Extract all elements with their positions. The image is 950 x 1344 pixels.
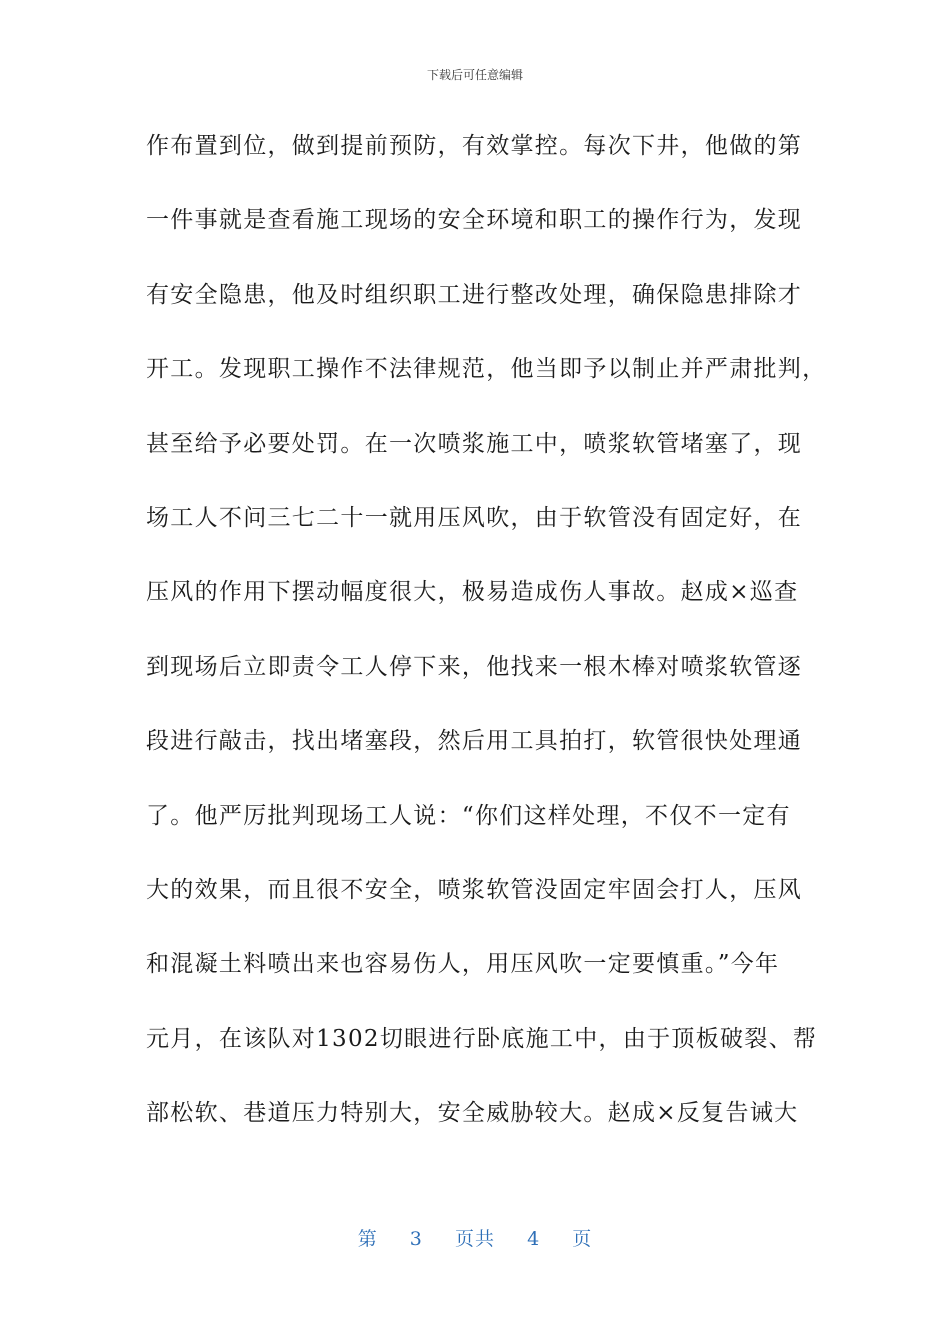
body-line: 开工。发现职工操作不法律规范，他当即予以制止并严肃批判，: [146, 356, 827, 383]
body-line: 甚至给予必要处罚。在一次喷浆施工中，喷浆软管堵塞了，现: [146, 430, 803, 457]
body-line: 作布置到位，做到提前预防，有效掌控。每次下井，他做的第: [146, 133, 803, 159]
footer-middle: 页共: [454, 1228, 495, 1250]
body-line: 压风的作用下摆动幅度很大，极易造成伤人事故。赵成×巡查: [146, 579, 799, 606]
body-line: 有安全隐患，他及时组织职工进行整改处理，确保隐患排除才: [146, 281, 803, 308]
page-number-footer: [0, 1224, 950, 1251]
current-page-number: 3: [409, 1228, 423, 1250]
body-line: 元月，在该队对1302切眼进行卧底施工中，由于顶板破裂、帮: [146, 1025, 818, 1052]
body-line: 一件事就是查看施工现场的安全环境和职工的操作行为，发现: [146, 207, 803, 234]
footer-prefix: 第: [357, 1228, 378, 1250]
footer-suffix: 页: [572, 1228, 593, 1250]
body-line: 部松软、巷道压力特别大，安全威胁较大。赵成×反复告诫大: [146, 1100, 799, 1127]
page-header-note: 下载后可任意编辑: [426, 68, 523, 82]
document-body: [146, 118, 827, 1159]
body-line: 了。他严厉批判现场工人说：“你们这样处理，不仅不一定有: [146, 802, 791, 829]
body-line: 场工人不问三七二十一就用压风吹，由于软管没有固定好，在: [146, 504, 803, 531]
body-line: 大的效果，而且很不安全，喷浆软管没固定牢固会打人，压风: [146, 876, 803, 903]
body-line: 到现场后立即责令工人停下来，他找来一根木棒对喷浆软管逐: [146, 653, 803, 680]
total-page-number: 4: [527, 1228, 541, 1250]
body-line: 段进行敲击，找出堵塞段，然后用工具拍打，软管很快处理通: [146, 728, 803, 755]
body-line: 和混凝土料喷出来也容易伤人，用压风吹一定要慎重。”今年: [146, 951, 780, 978]
